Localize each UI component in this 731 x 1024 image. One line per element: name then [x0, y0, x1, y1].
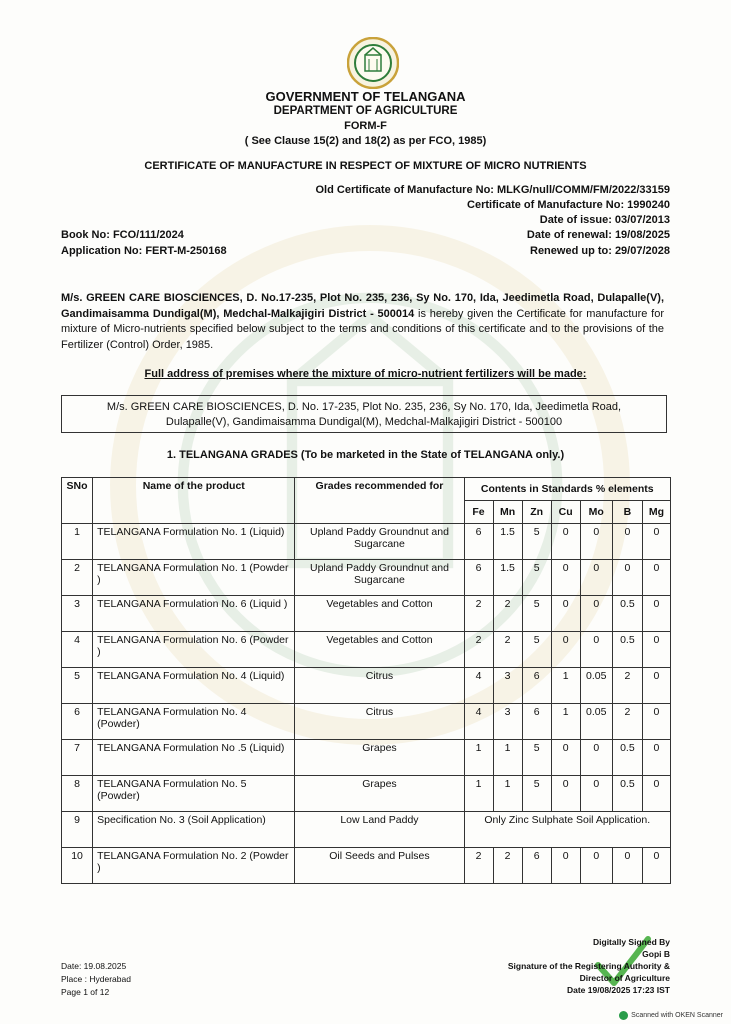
row-value-cu: 1: [551, 704, 580, 740]
row-value-zn: 6: [522, 704, 551, 740]
scanner-label: Scanned with OKEN Scanner: [631, 1012, 723, 1019]
certificate-title: CERTIFICATE OF MANUFACTURE IN RESPECT OF MIXTURE OF MICRO NUTRIENTS: [144, 160, 587, 172]
row-grade: Low Land Paddy: [295, 812, 464, 848]
footer-page: Page 1 of 12: [61, 987, 110, 997]
table-row: [62, 704, 671, 740]
row-value-b: 2: [612, 668, 642, 704]
header-element-cu: Cu: [551, 501, 580, 524]
row-grade: Citrus: [295, 668, 464, 704]
row-grade: Oil Seeds and Pulses: [295, 848, 464, 884]
row-value-zn: 5: [522, 560, 551, 596]
application-number: Application No: FERT-M-250168: [61, 245, 227, 257]
renewed-up-to: Renewed up to: 29/07/2028: [530, 245, 670, 257]
row-value-mo: 0: [580, 596, 612, 632]
clause-label: ( See Clause 15(2) and 18(2) as per FCO, 1985): [244, 135, 487, 147]
row-value-fe: 1: [464, 740, 493, 776]
row-value-mg: 0: [642, 776, 670, 812]
telangana-emblem-logo: [347, 37, 399, 89]
row-value-b: 2: [612, 704, 642, 740]
row-value-mo: 0: [580, 560, 612, 596]
row-value-b: 0: [612, 524, 642, 560]
certificate-paragraph: [61, 291, 664, 353]
row-value-fe: 2: [464, 848, 493, 884]
header-product-name: Name of the product: [93, 478, 295, 524]
premises-address-heading: Full address of premises where the mixture of micro-nutrient fertilizers will be made:: [144, 368, 587, 380]
row-value-mn: 2: [493, 848, 522, 884]
row-value-mo: 0: [580, 524, 612, 560]
row-sno: 7: [62, 740, 93, 776]
row-value-fe: 4: [464, 704, 493, 740]
section-heading: 1. TELANGANA GRADES (To be marketed in the State of TELANGANA only.): [166, 449, 565, 461]
header-element-b: B: [612, 501, 642, 524]
row-product-name: TELANGANA Formulation No. 1 (Liquid): [93, 524, 295, 560]
table-row: [62, 740, 671, 776]
table-row: [62, 560, 671, 596]
address-line-1: M/s. GREEN CARE BIOSCIENCES, D. No. 17-235, Plot No. 235, 236, Sy No. 170, Ida, Jeedimetla Road,: [106, 401, 622, 413]
footer-date: Date: 19.08.2025: [61, 961, 127, 971]
row-value-mg: 0: [642, 596, 670, 632]
header-element-zn: Zn: [522, 501, 551, 524]
header-grades: Grades recommended for: [295, 478, 464, 524]
row-value-zn: 5: [522, 776, 551, 812]
row-value-b: 0.5: [612, 596, 642, 632]
row-value-mg: 0: [642, 632, 670, 668]
header-element-mo: Mo: [580, 501, 612, 524]
row-value-zn: 5: [522, 596, 551, 632]
row-note: Only Zinc Sulphate Soil Application.: [464, 812, 671, 848]
row-product-name: TELANGANA Formulation No .5 (Liquid): [93, 740, 295, 776]
row-sno: 2: [62, 560, 93, 596]
header-element-mn: Mn: [493, 501, 522, 524]
row-sno: 4: [62, 632, 93, 668]
row-value-fe: 6: [464, 524, 493, 560]
row-value-zn: 5: [522, 740, 551, 776]
table-row: [62, 596, 671, 632]
row-product-name: TELANGANA Formulation No. 6 (Liquid ): [93, 596, 295, 632]
row-grade: Upland Paddy Groundnut and Sugarcane: [295, 560, 464, 596]
row-value-b: 0.5: [612, 632, 642, 668]
digitally-signed-label: Digitally Signed By: [593, 937, 670, 947]
row-sno: 3: [62, 596, 93, 632]
row-value-mo: 0.05: [580, 668, 612, 704]
table-row: [62, 812, 671, 848]
row-value-cu: 1: [551, 668, 580, 704]
row-value-mo: 0.05: [580, 704, 612, 740]
department-title: DEPARTMENT OF AGRICULTURE: [273, 105, 458, 117]
row-value-mo: 0: [580, 632, 612, 668]
row-value-zn: 6: [522, 668, 551, 704]
row-value-fe: 2: [464, 596, 493, 632]
row-grade: Vegetables and Cotton: [295, 596, 464, 632]
table-row: [62, 848, 671, 884]
footer-place: Place : Hyderabad: [61, 974, 131, 984]
row-value-mo: 0: [580, 740, 612, 776]
row-value-mg: 0: [642, 740, 670, 776]
row-sno: 8: [62, 776, 93, 812]
row-value-mg: 0: [642, 560, 670, 596]
row-sno: 10: [62, 848, 93, 884]
signature-date: Date 19/08/2025 17:23 IST: [566, 985, 670, 995]
row-sno: 1: [62, 524, 93, 560]
row-value-mn: 1: [493, 776, 522, 812]
header-sno: SNo: [62, 478, 93, 524]
table-row: [62, 524, 671, 560]
row-value-mo: 0: [580, 848, 612, 884]
row-value-zn: 5: [522, 524, 551, 560]
row-value-mn: 1: [493, 740, 522, 776]
row-value-b: 0.5: [612, 776, 642, 812]
row-sno: 6: [62, 704, 93, 740]
row-grade: Grapes: [295, 740, 464, 776]
government-title: GOVERNMENT OF TELANGANA: [265, 89, 466, 104]
header-element-fe: Fe: [464, 501, 493, 524]
row-value-fe: 2: [464, 632, 493, 668]
row-product-name: TELANGANA Formulation No. 1 (Powder ): [93, 560, 295, 596]
row-value-mg: 0: [642, 524, 670, 560]
table-row: [62, 776, 671, 812]
header-contents: Contents in Standards % elements: [464, 478, 671, 501]
company-name-address: M/s. GREEN CARE BIOSCIENCES, D. No.17-235, Plot No. 235, 236, Sy No. 170, Ida, Jeedimetla Road, Dulapalle(V), Gandimaisamma Dundigal(M), Medchal-Malkajigiri District - 500014: [61, 292, 664, 320]
paragraph-body: is hereby given the Certificate for manufacture for mixture of Micro-nutrients specified below subject to the terms and conditions of this certificate and to the provisions of the Fertilizer (Control) Order, 1985.: [61, 307, 664, 351]
row-value-fe: 4: [464, 668, 493, 704]
row-value-mg: 0: [642, 848, 670, 884]
row-value-mg: 0: [642, 668, 670, 704]
old-certificate-number: Old Certificate of Manufacture No: MLKG/null/COMM/FM/2022/33159: [315, 184, 670, 196]
row-product-name: TELANGANA Formulation No. 2 (Powder ): [93, 848, 295, 884]
row-value-mn: 1.5: [493, 560, 522, 596]
row-grade: Vegetables and Cotton: [295, 632, 464, 668]
row-value-cu: 0: [551, 596, 580, 632]
row-value-fe: 6: [464, 560, 493, 596]
row-product-name: Specification No. 3 (Soil Application): [93, 812, 295, 848]
row-value-mn: 3: [493, 668, 522, 704]
date-of-renewal: Date of renewal: 19/08/2025: [526, 229, 670, 241]
row-value-mn: 3: [493, 704, 522, 740]
row-value-mo: 0: [580, 776, 612, 812]
row-value-cu: 0: [551, 524, 580, 560]
scanner-watermark: [619, 1011, 723, 1020]
signature-authority: Signature of the Registering Authority &: [507, 961, 670, 971]
row-product-name: TELANGANA Formulation No. 4 (Liquid): [93, 668, 295, 704]
form-label: FORM-F: [344, 120, 387, 132]
row-product-name: TELANGANA Formulation No. 5 (Powder): [93, 776, 295, 812]
row-value-b: 0.5: [612, 740, 642, 776]
row-grade: Grapes: [295, 776, 464, 812]
table-row: [62, 632, 671, 668]
row-value-mn: 2: [493, 596, 522, 632]
row-value-b: 0: [612, 848, 642, 884]
row-value-cu: 0: [551, 776, 580, 812]
row-grade: Citrus: [295, 704, 464, 740]
row-value-mg: 0: [642, 704, 670, 740]
row-value-cu: 0: [551, 560, 580, 596]
row-product-name: TELANGANA Formulation No. 6 (Powder ): [93, 632, 295, 668]
header-element-mg: Mg: [642, 501, 670, 524]
premises-address-box: [61, 395, 667, 433]
scanner-icon: [619, 1011, 628, 1020]
signature-director: Director of Agriculture: [579, 973, 670, 983]
row-sno: 5: [62, 668, 93, 704]
book-number: Book No: FCO/111/2024: [61, 229, 184, 241]
signer-name: Gopi B: [642, 949, 670, 959]
row-value-fe: 1: [464, 776, 493, 812]
row-value-mn: 1.5: [493, 524, 522, 560]
grades-table: [61, 477, 671, 884]
table-row: [62, 668, 671, 704]
row-value-mn: 2: [493, 632, 522, 668]
certificate-number: Certificate of Manufacture No: 1990240: [467, 199, 670, 211]
row-value-b: 0: [612, 560, 642, 596]
row-value-cu: 0: [551, 740, 580, 776]
row-product-name: TELANGANA Formulation No. 4 (Powder): [93, 704, 295, 740]
row-value-zn: 5: [522, 632, 551, 668]
address-line-2: Dulapalle(V), Gandimaisamma Dundigal(M), Medchal-Malkajigiri District - 500100: [165, 416, 563, 428]
date-of-issue: Date of issue: 03/07/2013: [539, 214, 670, 226]
row-value-zn: 6: [522, 848, 551, 884]
row-value-cu: 0: [551, 848, 580, 884]
row-value-cu: 0: [551, 632, 580, 668]
row-sno: 9: [62, 812, 93, 848]
row-grade: Upland Paddy Groundnut and Sugarcane: [295, 524, 464, 560]
